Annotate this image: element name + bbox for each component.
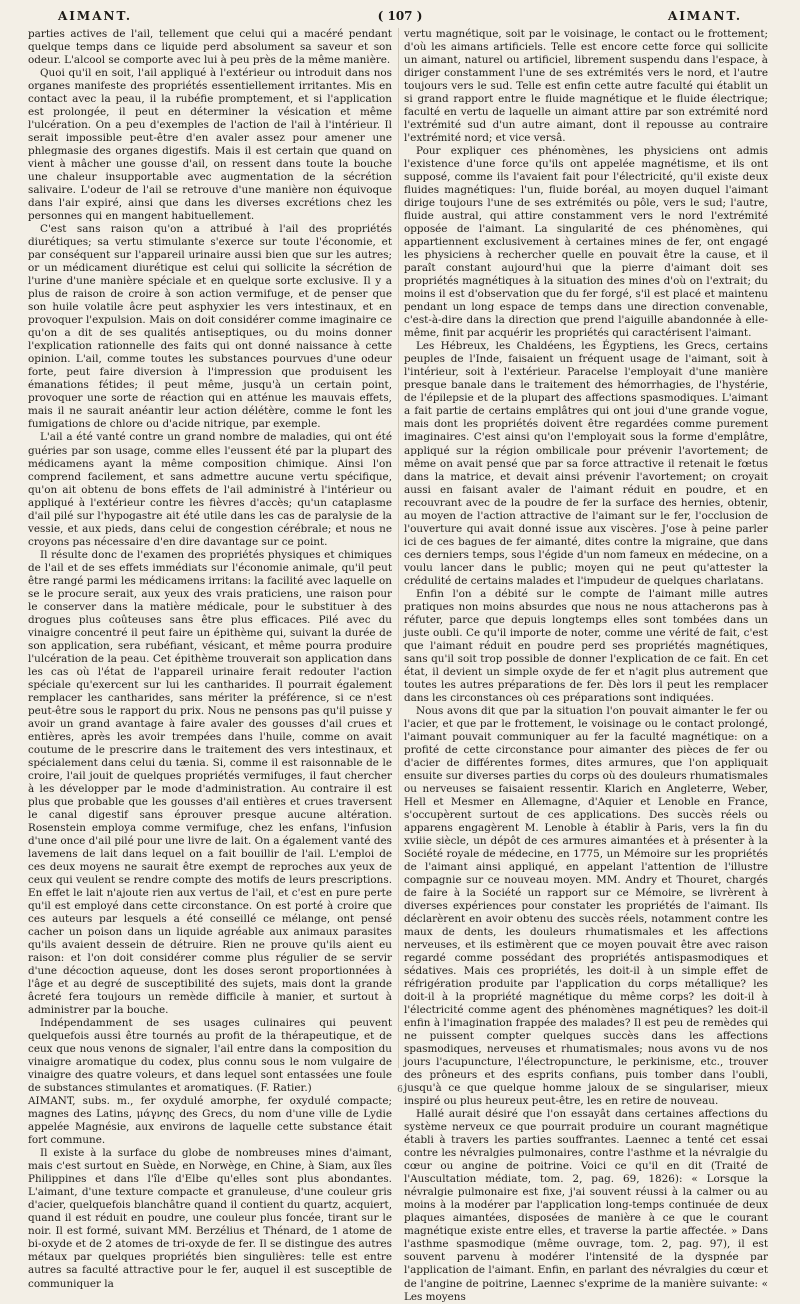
column-divider <box>398 28 399 1068</box>
dictionary-entry-heading: AIMANT, subs. m., fer oxydulé amorphe, fer oxydulé compacte; magnes des Latins, μάγνης des Grecs, du nom d'une ville de Lydie appelée Magnésie, aux environs de laquelle cette substance était fort commune. <box>28 1095 392 1147</box>
paragraph: C'est sans raison qu'on a attribué à l'ail des propriétés diurétiques; sa vertu stimulante s'exerce sur toute l'économie, et par conséquent sur l'appareil urinaire aussi bien que sur les autres; or un médicament diurétique est celui qui sollicite la sécrétion de l'urine d'une manière spéciale et en quelque sorte exclusive. Il y a plus de raison de croire à son action vermifuge, et de penser que son huile volatile âcre peut asphyxier les vers intestinaux, et en provoquer l'expulsion. Mais on doit considérer comme imaginaire ce qu'on a dit de ses qualités antiseptiques, ou du moins donner l'explication rationnelle des faits qui ont donné naissance à cette opinion. L'ail, comme toutes les substances pourvues d'une odeur forte, peut faire diversion à l'impression que produisent les émanations fétides; il peut même, jusqu'à un certain point, provoquer une sorte de réaction qui en atténue les mauvais effets, mais il ne saurait anéantir leur action délétère, comme le font les fumigations de chlore ou d'acide nitrique, par exemple. <box>28 223 392 431</box>
paragraph: L'ail a été vanté contre un grand nombre de maladies, qui ont été guéries par son usage, comme elles l'eussent été par la plupart des médicamens ayant la même composition chimique. Ainsi l'on comprend facilement, et sans admettre aucune vertu spécifique, qu'on ait obtenu de bons effets de l'ail administré à l'intérieur ou appliqué à l'extérieur contre les fièvres d'accès; qu'un cataplasme d'ail pilé sur l'hypogastre ait été utile dans les cas de paralysie de la vessie, et aux pieds, dans celui de congestion cérébrale; et nous ne croyons pas nécessaire d'en dire davantage sur ce point. <box>28 431 392 548</box>
right-column <box>404 28 768 1303</box>
page-number: ( 107 ) <box>377 9 423 23</box>
paragraph: Indépendamment de ses usages culinaires qui peuvent quelquefois aussi être tournés au profit de la thérapeutique, et de ceux que nous venons de signaler, l'ail entre dans la composition du vinaigre aromatique du codex, plus connu sous le nom vulgaire de vinaigre des quatre voleurs, et dans lequel sont entassées une foule de substances stimulantes et aromatiques. (F. Ratier.) <box>28 1017 392 1095</box>
paragraph: Enfin l'on a débité sur le compte de l'aimant mille autres pratiques non moins absurdes que nous ne nous attacherons pas à réfuter, parce que depuis longtemps elles sont tombées dans un juste oubli. Ce qu'il importe de noter, comme une vérité de fait, c'est que l'aimant réduit en poudre perd ses propriétés magnétiques, sans qu'il soit trop possible de donner l'explication de ce fait. En cet état, il devient un simple oxyde de fer et n'agit plus autrement que toutes les autres préparations de fer. Dès lors il peut les remplacer dans les circonstances où ces préparations sont indiquées. <box>404 587 768 704</box>
header-left-title: AIMANT. <box>58 9 133 23</box>
header-right-title: AIMANT. <box>667 9 742 23</box>
paragraph: Il existe à la surface du globe de nombreuses mines d'aimant, mais c'est surtout en Suède, en Norwège, en Chine, à Siam, aux îles Philippines et dans l'île d'Elbe qu'elles sont plus abondantes. L'aimant, d'une texture compacte et granuleuse, d'une couleur gris d'acier, quelquefois blanchâtre quand il contient du quartz, acquiert, quand il est réduit en poudre, une couleur plus foncée, tirant sur le noir. Il est formé, suivant MM. Berzélius et Thénard, de 1 atome de bi-oxyde et de 2 atomes de tri-oxyde de fer. Il se distingue des autres métaux par quelques propriétés bien singulières: telle est entre autres sa faculté attractive pour le fer, auquel il est susceptible de communiquer la <box>28 1147 392 1290</box>
paragraph: parties actives de l'ail, tellement que celui qui a macéré pendant quelque temps dans ce liquide perd absolument sa saveur et son odeur. L'alcool se comporte avec lui à peu près de la même manière. <box>28 28 392 67</box>
paragraph: Quoi qu'il en soit, l'ail appliqué à l'extérieur ou introduit dans nos organes manifeste des propriétés essentiellement irritantes. Mis en contact avec la peau, il la rubéfie promptement, et si l'application est prolongée, il peut en déterminer la vésication et même l'ulcération. On a peu d'exemples de l'action de l'ail à l'intérieur. Il serait impossible peut-être d'en avaler assez pour amener une phlegmasie des organes digestifs. Mais il est certain que quand on vient à mâcher une gousse d'ail, on ressent dans toute la bouche une chaleur insupportable avec augmentation de la sécrétion salivaire. L'odeur de l'ail se retrouve d'une manière non équivoque dans l'air expiré, ainsi que dans les diverses excrétions chez les personnes qui en mangent habituellement. <box>28 67 392 223</box>
left-column <box>28 28 392 1290</box>
paragraph: Il résulte donc de l'examen des propriétés physiques et chimiques de l'ail et de ses effets immédiats sur l'économie animale, qu'il peut être rangé parmi les médicamens irritans: la facilité avec laquelle on se le procure serait, aux yeux des vrais praticiens, une raison pour le conserver dans la matière médicale, pour le substituer à des drogues plus coûteuses sans être plus efficaces. Pilé avec du vinaigre concentré il peut faire un épithème qui, suivant la durée de son application, sera rubéfiant, vésicant, et même pourra produire l'ulcération de la peau. Cet épithème trouverait son application dans les cas où l'état de l'appareil urinaire ferait redouter l'action spéciale qu'exercent sur lui les cantharides. Il pourrait également remplacer les cantharides, sans mériter la préférence, si ce n'est peut-être sous le rapport du prix. Nous ne pensons pas qu'il puisse y avoir un grand avantage à faire avaler des gousses d'ail crues et entières, après les avoir trempées dans l'huile, comme on avait coutume de le prescrire dans le traitement des vers intestinaux, et spécialement dans celui du tænia. Si, comme il est raisonnable de le croire, l'ail jouit de quelques propriétés vermifuges, il faut chercher à les développer par le mode d'administration. Au contraire il est plus que probable que les gousses d'ail entières et crues traversent le canal digestif sans éprouver presque aucune altération. Rosenstein employa comme vermifuge, chez les enfans, l'infusion d'une once d'ail pilé pour une livre de lait. On a également vanté des lavemens de lait dans lequel on a fait bouillir de l'ail. L'emploi de ces deux moyens ne saurait être exempt de reproches aux yeux de ceux qui veulent se rendre compte des motifs de leurs prescriptions. En effet le lait n'ajoute rien aux vertus de l'ail, et c'est en pure perte qu'il est employé dans cette circonstance. On est porté à croire que ces auteurs par lesquels a été conseillé ce mélange, ont pensé cacher un poison dans un liquide agréable aux animaux parasites qu'ils avaient dessein de détruire. Rien ne prouve qu'ils aient eu raison: et l'on doit considérer comme plus régulier de se servir d'une décoction aqueuse, dont les doses seront proportionnées à l'âge et au degré de susceptibilité des sujets, mais dont la grande âcreté fera toujours un remède difficile à manier, et surtout à administrer par la bouche. <box>28 548 392 1017</box>
running-header <box>40 9 760 27</box>
paragraph: vertu magnétique, soit par le voisinage, le contact ou le frottement; d'où les aimans artificiels. Telle est encore cette force qui sollicite un aimant, naturel ou artificiel, librement suspendu dans l'espace, à diriger constamment l'une de ses extrémités vers le nord, et l'autre toujours vers le sud. Telle est enfin cette autre faculté qui établit un si grand rapport entre le fluide magnétique et le fluide électrique; faculté en vertu de laquelle un aimant attire par son extrémité nord l'extrémité sud d'un autre aimant, dont il repousse au contraire l'extrémité nord; et vice versâ. <box>404 28 768 145</box>
signature-mark: 6 <box>397 1085 403 1095</box>
paragraph: Pour expliquer ces phénomènes, les physiciens ont admis l'existence d'une force qu'ils ont appelée magnétisme, et ils ont supposé, comme ils l'avaient fait pour l'électricité, qu'il existe deux fluides magnétiques: l'un, fluide boréal, au moyen duquel l'aimant dirige toujours l'une de ses extrémités ou pôle, vers le sud; l'autre, fluide austral, qui attire constamment vers le nord l'extrémité opposée de l'aimant. La singularité de ces phénomènes, qui appartiennent exclusivement à certaines mines de fer, ont engagé les physiciens à rechercher quelle en pouvait être la cause, et il paraît constant aujourd'hui que la pierre d'aimant doit ses propriétés magnétiques à la situation des mines d'où on l'extrait; du moins il est d'observation que du fer forgé, s'il est placé et maintenu pendant un long espace de temps dans une direction convenable, c'est-à-dire dans la direction que prend l'aiguille abandonnée à elle-même, finit par acquérir les propriétés qui caractérisent l'aimant. <box>404 145 768 340</box>
paragraph: Hallé aurait désiré que l'on essayât dans certaines affections du système nerveux ce que pourrait produire un courant magnétique établi à travers les parties souffrantes. Laennec a tenté cet essai contre les névralgies pulmonaires, contre l'asthme et la névralgie du cœur ou angine de poitrine. Voici ce qu'il en dit (Traité de l'Auscultation médiate, tom. 2, pag. 69, 1826): « Lorsque la névralgie pulmonaire est fixe, j'ai souvent réussi à la calmer ou au moins à la modérer par l'application long-temps continuée de deux plaques aimantées, disposées de manière à ce que le courant magnétique existe entre elles, et traverse la partie affectée. » Dans l'asthme spasmodique (même ouvrage, tom. 2, pag. 97), il est souvent parvenu à modérer l'intensité de la dyspnée par l'application de l'aimant. Enfin, en parlant des névralgies du cœur et de l'angine de poitrine, Laennec s'exprime de la manière suivante: « Les moyens <box>404 1108 768 1303</box>
paragraph: Les Hébreux, les Chaldéens, les Égyptiens, les Grecs, certains peuples de l'Inde, faisaient un fréquent usage de l'aimant, soit à l'intérieur, soit à l'extérieur. Paracelse l'employait d'une manière presque banale dans le traitement des hémorrhagies, de l'hystérie, de l'épilepsie et de la plupart des affections spasmodiques. L'aimant a fait partie de certains emplâtres qui ont joui d'une grande vogue, mais dont les propriétés doivent être regardées comme purement imaginaires. C'est ainsi qu'on l'employait sous la forme d'emplâtre, appliqué sur la région ombilicale pour prévenir l'avortement; de même on avait pensé que par sa force attractive il retenait le fœtus dans la matrice, et devait ainsi prévenir l'avortement; on croyait aussi en faisant avaler de l'aimant réduit en poudre, et en recouvrant avec de la poudre de fer la surface des hernies, obtenir, au moyen de l'action attractive de l'aimant sur le fer, l'occlusion de l'ouverture qui avait donné issue aux viscères. J'ose à peine parler ici de ces bagues de fer aimanté, dites contre la migraine, que dans ces derniers temps, sous l'égide d'un nom fameux en médecine, on a voulu lancer dans le public; moyen qui ne peut qu'attester la crédulité de certains malades et l'impudeur de quelques charlatans. <box>404 340 768 587</box>
paragraph: Nous avons dit que par la situation l'on pouvait aimanter le fer ou l'acier, et que par le frottement, le voisinage ou le contact prolongé, l'aimant pouvait communiquer au fer la faculté magnétique: on a profité de cette circonstance pour aimanter des pièces de fer ou d'acier de différentes formes, dites armures, que l'on appliquait ensuite sur diverses parties du corps où des douleurs rhumatismales ou nerveuses se faisaient ressentir. Klarich en Angleterre, Weber, Hell et Mesmer en Allemagne, d'Aquier et Lenoble en France, s'occupèrent surtout de ces applications. Des succès réels ou apparens engagèrent M. Lenoble à établir à Paris, vers la fin du xviiie siècle, un dépôt de ces armures aimantées et à présenter à la Société royale de médecine, en 1775, un Mémoire sur les propriétés de l'aimant ainsi appliqué, en appelant l'attention de l'illustre compagnie sur ce nouveau moyen. MM. Andry et Thouret, chargés de faire à la Société un rapport sur ce Mémoire, se livrèrent à diverses expériences pour constater les propriétés de l'aimant. Ils déclarèrent en avoir obtenu des succès réels, notamment contre les maux de dents, les douleurs rhumatismales et les affections nerveuses, et ils estimèrent que ce moyen pouvait être avec raison regardé comme possédant des propriétés antispasmodiques et sédatives. Mais ces propriétés, les doit-il à un simple effet de réfrigération produite par l'application du corps métallique? les doit-il à la propriété magnétique du même corps? les doit-il à l'électricité comme agent des phénomènes magnétiques? les doit-il enfin à l'imagination frappée des malades? Il est peu de remèdes qui ne puissent compter quelques succès dans les affections spasmodiques, nerveuses et rhumatismales; nous avons vu de nos jours l'acupuncture, l'électropuncture, le perkinisme, etc., trouver des prôneurs et des esprits confians, puis tomber dans l'oubli, jusqu'à ce que quelque homme jaloux de se singulariser, mieux inspiré ou plus heureux peut-être, les en retire de nouveau. <box>404 704 768 1108</box>
